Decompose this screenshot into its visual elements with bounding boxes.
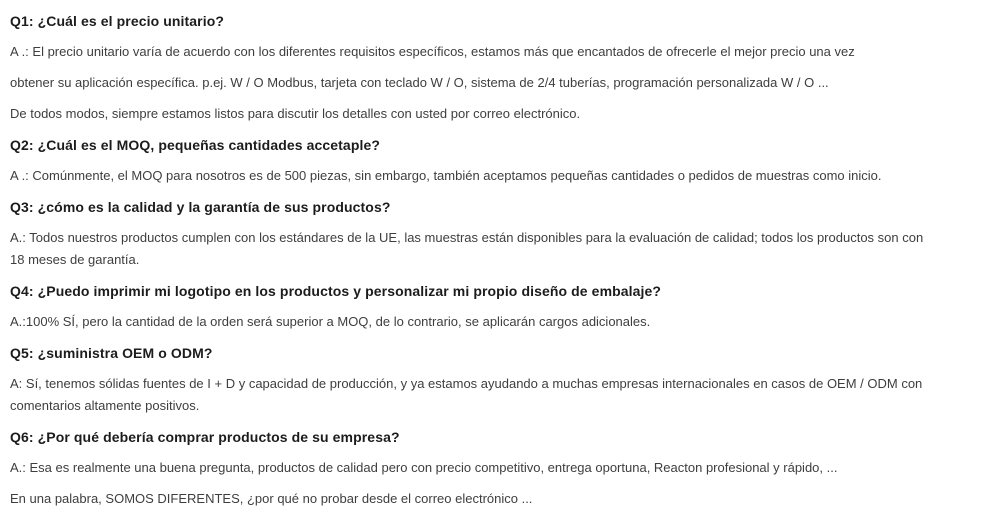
faq-answer-paragraph [10,311,988,333]
faq-item [10,426,988,510]
faq-answer-paragraph [10,72,988,94]
faq-answer-line: A.: Todos nuestros productos cumplen con los estándares de la UE, las muestras están disponibles para la evaluación de calidad; todos los productos son con [10,230,924,245]
faq-answer-line: A.: Esa es realmente una buena pregunta, productos de calidad pero con precio competitivo, entrega oportuna, Reacton profesional y rápido, ... [10,460,838,475]
faq-answer-line: 18 meses de garantía. [10,252,140,267]
faq-question: Q4: ¿Puedo imprimir mi logotipo en los productos y personalizar mi propio diseño de embalaje? [10,283,662,299]
faq-item [10,280,988,333]
faq-item [10,342,988,417]
faq-answer-paragraph [10,41,988,63]
faq-item [10,134,988,187]
faq-answer-line: A .: Comúnmente, el MOQ para nosotros es de 500 piezas, sin embargo, también aceptamos pequeñas cantidades o pedidos de muestras como inicio. [10,168,882,183]
faq-answer-paragraph [10,373,988,417]
faq-answer-line: comentarios altamente positivos. [10,398,200,413]
faq-answer-line: A: Sí, tenemos sólidas fuentes de I + D y capacidad de producción, y ya estamos ayudando a muchas empresas internacionales en casos de OEM / ODM con [10,376,923,391]
faq-item [10,10,988,125]
faq-question: Q3: ¿cómo es la calidad y la garantía de sus productos? [10,199,391,215]
faq-answer-line: De todos modos, siempre estamos listos para discutir los detalles con usted por correo electrónico. [10,106,581,121]
faq-answer-line: A .: El precio unitario varía de acuerdo con los diferentes requisitos específicos, estamos más que encantados de ofrecerle el mejor precio una vez [10,44,855,59]
faq-question: Q1: ¿Cuál es el precio unitario? [10,13,225,29]
faq-question: Q5: ¿suministra OEM o ODM? [10,345,213,361]
faq-answer-line: A.:100% SÍ, pero la cantidad de la orden será superior a MOQ, de lo contrario, se aplicarán cargos adicionales. [10,314,651,329]
faq-answer-paragraph [10,488,988,510]
faq-question: Q2: ¿Cuál es el MOQ, pequeñas cantidades accetaple? [10,137,380,153]
faq-answer-line: En una palabra, SOMOS DIFERENTES, ¿por qué no probar desde el correo electrónico ... [10,491,533,506]
faq-item [10,196,988,271]
faq-answer-line: obtener su aplicación específica. p.ej. W / O Modbus, tarjeta con teclado W / O, sistema de 2/4 tuberías, programación personalizada W / O ... [10,75,829,90]
faq-question: Q6: ¿Por qué debería comprar productos de su empresa? [10,429,400,445]
faq-answer-paragraph [10,103,988,125]
faq-answer-paragraph [10,165,988,187]
faq-answer-paragraph [10,227,988,271]
faq-answer-paragraph [10,457,988,479]
